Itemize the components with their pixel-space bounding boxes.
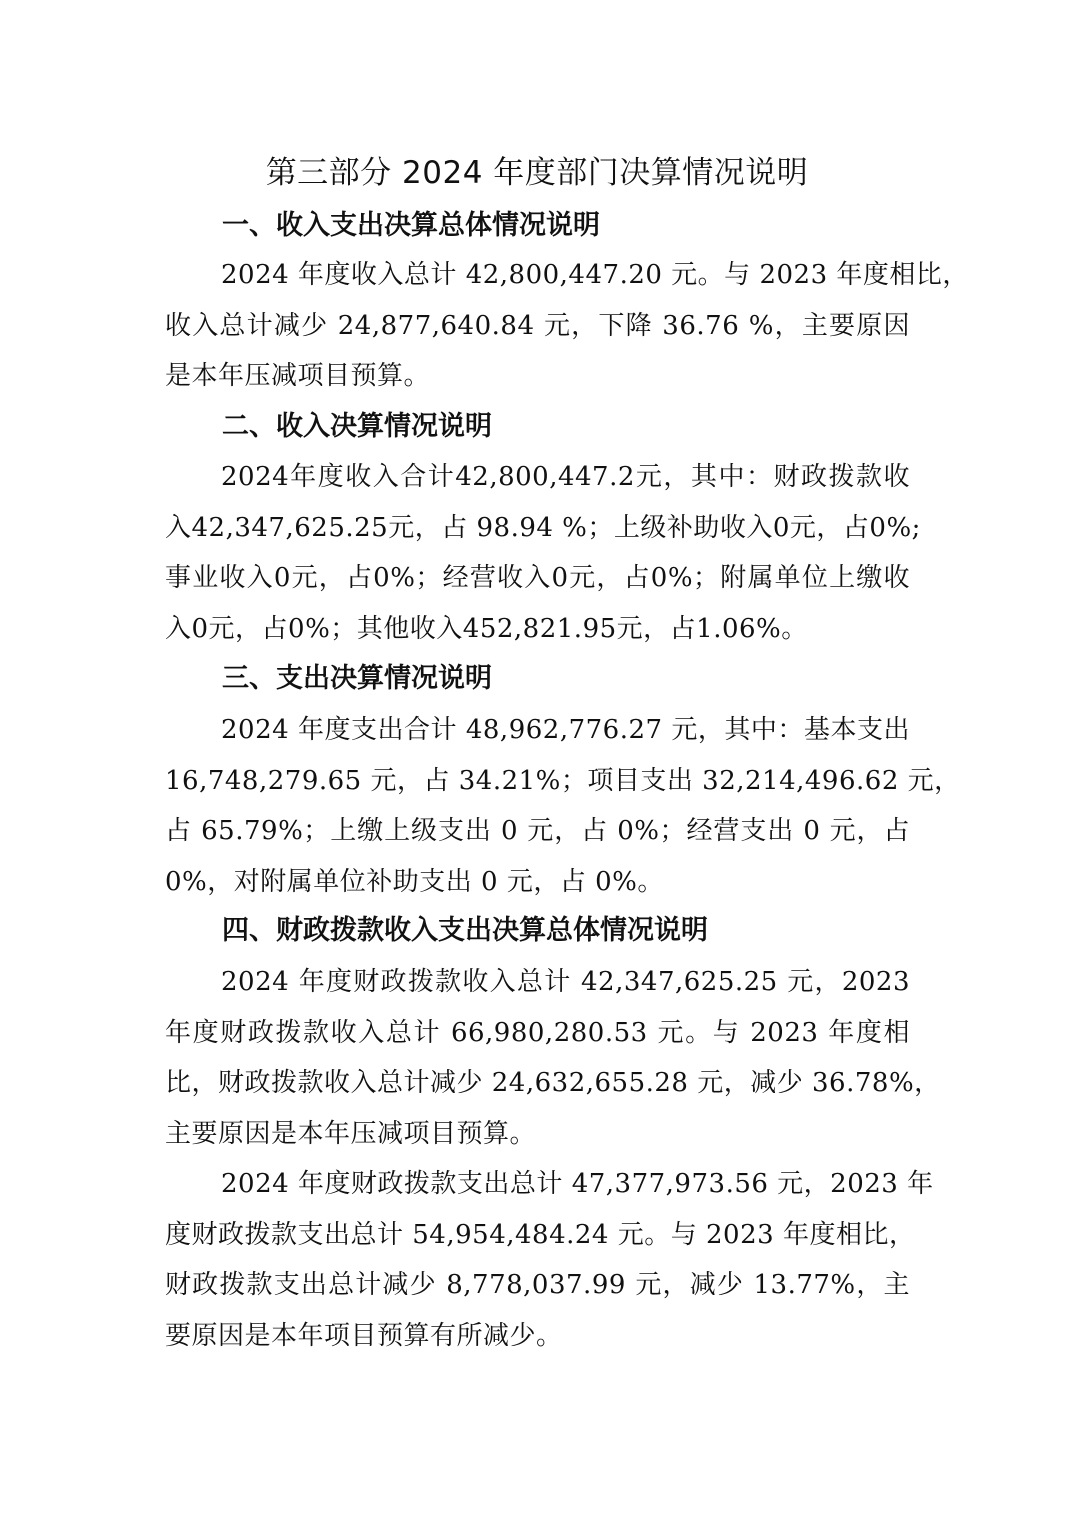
section-heading-4: 四、财政拨款收入支出决算总体情况说明: [222, 915, 708, 946]
section-1-paragraph: [165, 250, 969, 402]
text-line: 收入总计减少 24,877,640.84 元，下降 36.76 %，主要原因: [165, 310, 910, 341]
text-line: 0%，对附属单位补助支出 0 元，占 0%。: [165, 866, 664, 897]
section-heading-1: 一、收入支出决算总体情况说明: [222, 210, 600, 241]
text-line: 占 65.79%；上缴上级支出 0 元，占 0%；经营支出 0 元，占: [165, 816, 910, 846]
section-4-paragraph-2: [165, 1159, 934, 1361]
text-line: 16,748,279.65 元，占 34.21%；项目支出 32,214,496.62 元，: [165, 765, 961, 796]
text-line: 2024 年度财政拨款收入总计 42,347,625.25 元，2023: [221, 967, 910, 997]
text-line: 2024年度收入合计42,800,447.2元，其中：财政拨款收: [221, 462, 910, 492]
text-line: 2024 年度收入总计 42,800,447.20 元。与 2023 年度相比，: [221, 260, 969, 290]
section-3-paragraph: [165, 705, 961, 907]
text-line: 2024 年度支出合计 48,962,776.27 元，其中：基本支出: [221, 715, 910, 745]
section-4-paragraph-1: [165, 957, 941, 1159]
section-heading-2: 二、收入决算情况说明: [222, 411, 492, 442]
text-line: 比，财政拨款收入总计减少 24,632,655.28 元，减少 36.78%，: [165, 1068, 941, 1098]
text-line: 入42,347,625.25元，占 98.94 %；上级补助收入0元，占0%;: [165, 512, 921, 543]
section-heading-3: 三、支出决算情况说明: [222, 663, 492, 694]
text-line: 度财政拨款支出总计 54,954,484.24 元。与 2023 年度相比，: [165, 1219, 916, 1250]
text-line: 是本年压减项目预算。: [165, 361, 431, 391]
page-title: 第三部分 2024 年度部门决算情况说明: [265, 155, 809, 191]
text-line: 财政拨款支出总计减少 8,778,037.99 元，减少 13.77%，主: [165, 1270, 910, 1300]
section-2-paragraph: [165, 452, 921, 654]
text-line: 入0元，占0%；其他收入452,821.95元，占1.06%。: [165, 613, 808, 644]
text-line: 年度财政拨款收入总计 66,980,280.53 元。与 2023 年度相: [165, 1017, 910, 1048]
text-line: 2024 年度财政拨款支出总计 47,377,973.56 元，2023 年: [221, 1169, 934, 1199]
text-line: 主要原因是本年压减项目预算。: [165, 1118, 537, 1149]
text-line: 要原因是本年项目预算有所减少。: [165, 1320, 563, 1351]
text-line: 事业收入0元，占0%；经营收入0元，占0%；附属单位上缴收: [165, 563, 910, 593]
